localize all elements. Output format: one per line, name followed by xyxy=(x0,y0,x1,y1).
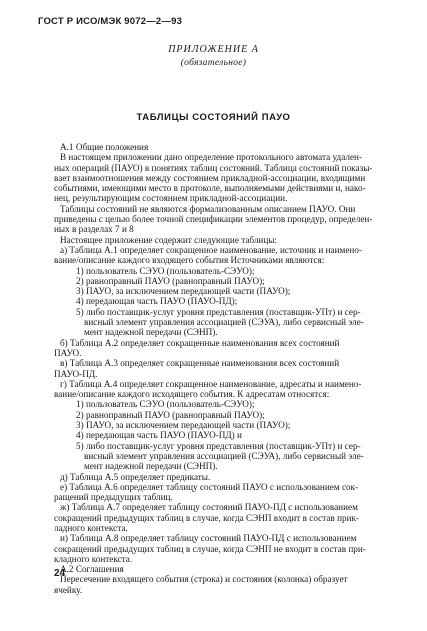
text-line: вание/описание каждого входящего события Источниками являются: xyxy=(54,255,325,266)
text-line: вает взаимоотношения между состоянием прикладной-ассоциации, входящими xyxy=(54,172,366,183)
text-line: мент надежной передачи (СЭНП). xyxy=(84,327,218,338)
text-line: ладного контекста. xyxy=(54,522,128,533)
text-line: приведены с целью более точной спецификации элементов процедур, определен- xyxy=(54,214,373,225)
text-line: В настоящем приложении дано определение протокольного автомата удален- xyxy=(60,152,363,163)
text-line: Пересечение входящего события (строка) и состояния (колонка) образует xyxy=(60,574,348,585)
text-line: б) Таблица А.2 определяет сокращенные наименования всех состояний xyxy=(60,337,340,348)
text-line: вание/описание каждого исходящего события. К адресатам относятся: xyxy=(54,389,330,400)
text-line: ячейку. xyxy=(54,584,83,595)
text-line: ПАУО-ПД. xyxy=(54,368,98,379)
text-line: в) Таблица А.3 определяет сокращенные наименования всех состояний xyxy=(60,358,340,369)
text-line: 5) либо поставщик-услуг уровня представления (поставщик-УПт) и сер- xyxy=(76,440,361,451)
appendix-title: ПРИЛОЖЕНИЕ А xyxy=(168,44,259,55)
text-line: 4) передающая часть ПАУО (ПАУО-ПД); xyxy=(76,296,238,307)
text-line: нец, результирующим состоянием прикладной-ассоциации. xyxy=(54,193,288,204)
text-line: сокращений предыдущих таблиц в случае, когда СЭНП не входит в состав при- xyxy=(54,543,366,554)
text-line: 3) ПАУО, за исключением передающей части (ПАУО); xyxy=(76,420,291,431)
text-line: 4) передающая часть ПАУО (ПАУО-ПД) и xyxy=(76,430,242,441)
text-line: и) Таблица А.8 определяет таблицу состояний ПАУО-ПД с использованием xyxy=(60,533,357,544)
body-text xyxy=(54,142,390,595)
section-title: ТАБЛИЦЫ СОСТОЯНИЙ ПАУО xyxy=(136,112,291,123)
text-line: А.1 Общие положения xyxy=(60,142,149,152)
standard-header: ГОСТ Р ИСО/МЭК 9072—2—93 xyxy=(38,16,183,27)
text-line: д) Таблица А.5 определяет предикаты. xyxy=(60,471,211,482)
text-line: сокращений предыдущих таблиц в случае, когда СЭНП входит в состав прик- xyxy=(54,512,360,523)
text-line: ж) Таблица А.7 определяет таблицу состояний ПАУО-ПД с использованием xyxy=(60,502,358,513)
text-line: событиями, имеющими место в протоколе, выполняемыми действиями и, нако- xyxy=(54,183,366,194)
appendix-subtitle: (обязательное) xyxy=(180,58,247,68)
text-line: кладного контекста. xyxy=(54,553,133,564)
page-number: 24 xyxy=(54,568,66,579)
text-line: висный элемент управления ассоциацией (СЭУА), либо сервисный эле- xyxy=(84,450,364,461)
text-line: г) Таблица А.4 определяет сокращенное наименование, адресаты и наимено- xyxy=(60,378,362,389)
text-line: ных в разделах 7 и 8 xyxy=(54,224,134,235)
text-line: ПАУО. xyxy=(54,347,82,358)
text-line: мент надежной передачи (СЭНП). xyxy=(84,461,218,472)
text-line: 3) ПАУО, за исключением передающей части (ПАУО); xyxy=(76,286,291,297)
text-line: 1) пользователь СЭУО (пользователь-СЭУО); xyxy=(76,265,255,276)
text-line: ращений предыдущих таблиц. xyxy=(54,492,173,503)
text-line: висный элемент управления ассоциацией (СЭУА), либо сервисный эле- xyxy=(84,317,364,328)
text-line: Таблицы состояний не являются формализованным описанием ПАУО. Они xyxy=(60,203,356,214)
text-line: е) Таблица А.6 определяет таблицу состояний ПАУО с использованием сок- xyxy=(60,481,359,492)
text-line: 1) пользователь СЭУО (пользователь-СЭУО); xyxy=(76,399,255,410)
text-line: 5) либо поставщик-услуг уровня представления (поставщик-УПт) и сер- xyxy=(76,306,361,317)
text-line: 2) равноправный ПАУО (равноправный ПАУО); xyxy=(76,275,265,286)
text-line: Настоящее приложение содержит следующие таблицы: xyxy=(60,234,277,245)
text-line: ных операций (ПАУО) в понятиях таблиц состояний. Таблица состояний показы- xyxy=(54,162,373,173)
text-line: А.2 Соглашения xyxy=(60,564,124,575)
text-line: а) Таблица А.1 определяет сокращенное наименование, источник и наимено- xyxy=(60,244,363,255)
text-line: 2) равноправный ПАУО (равноправный ПАУО); xyxy=(76,409,265,420)
